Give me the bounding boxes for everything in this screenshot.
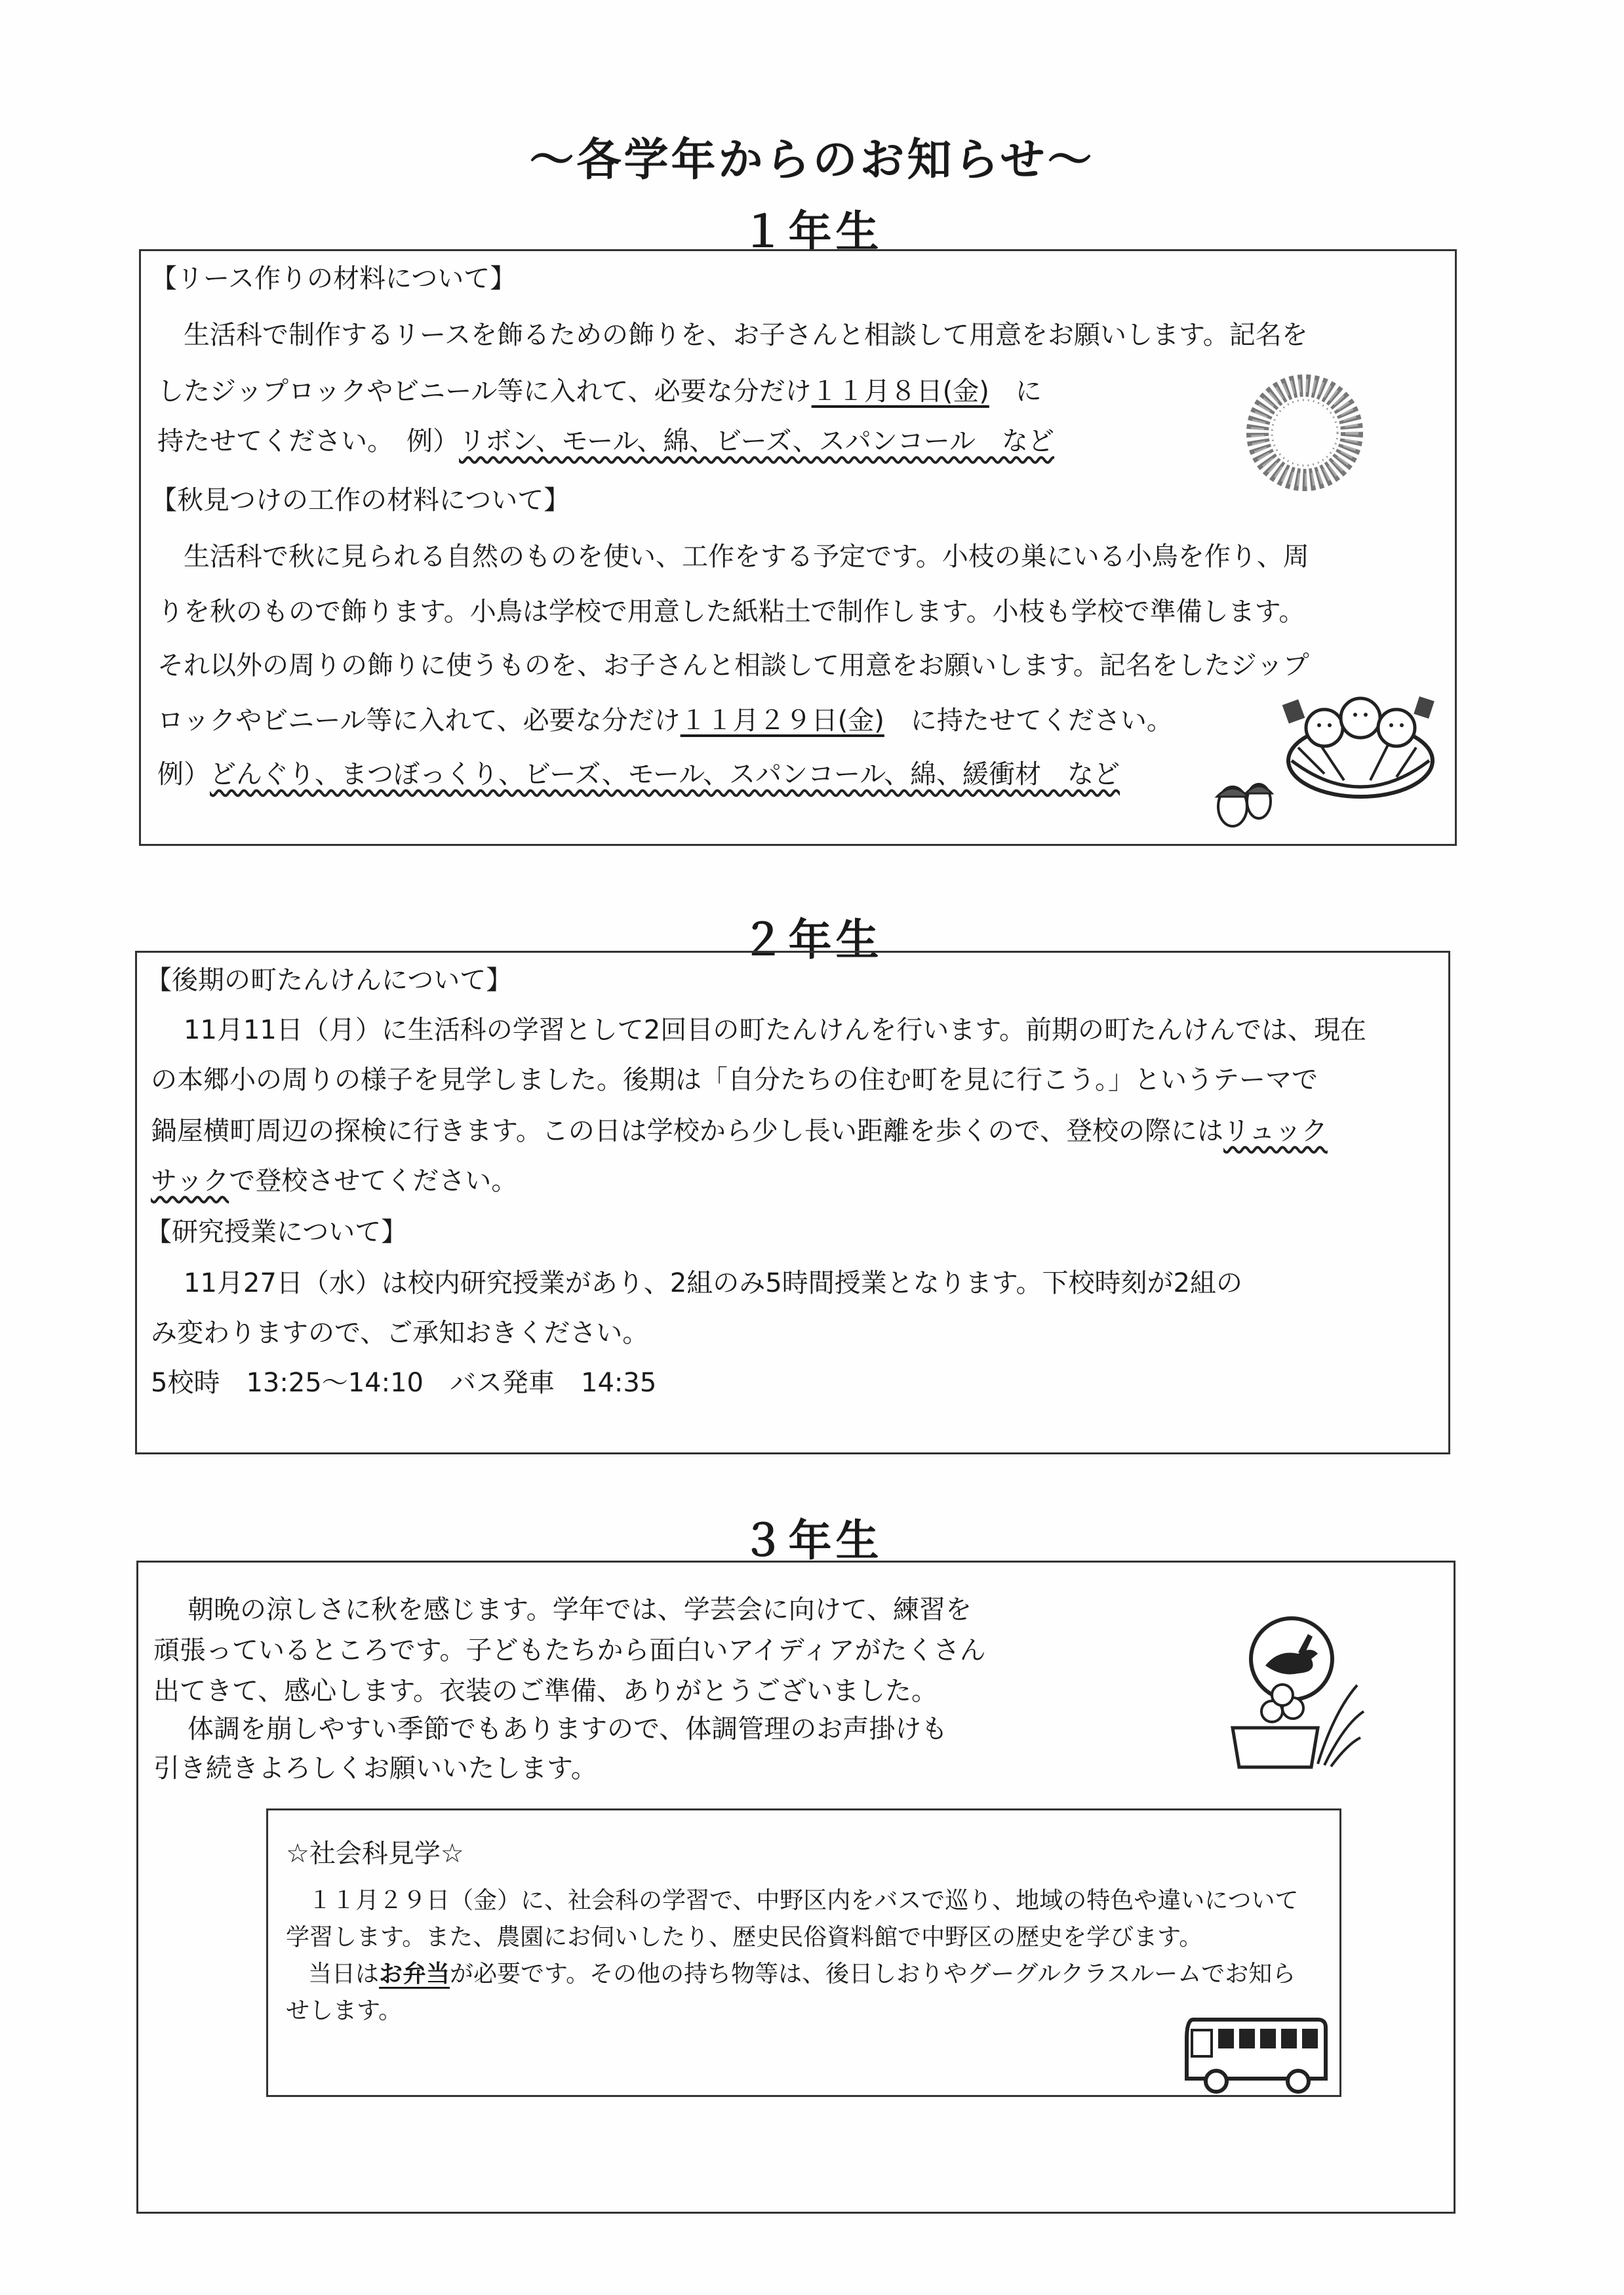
grade1-sec2-line4-end: に持たせてください。 — [910, 706, 1173, 736]
grade1-sec1-line2-end: に — [1015, 376, 1042, 407]
grade2-sec2-line1: 11月27日（水）は校内研究授業があり、2組のみ5時間授業となります。下校時刻が2組の — [184, 1268, 1242, 1298]
grade2-sec1-line4 — [151, 1154, 517, 1208]
field-trip-bento: お弁当 — [379, 1961, 450, 1987]
field-trip-line3-text: 当日は — [308, 1961, 380, 1987]
grade1-sec2-line4-text: ロックやビニール等に入れて、必要な分だけ — [157, 706, 681, 736]
grade1-title: １年生 — [741, 207, 883, 257]
grade3-line4: 体調を崩しやすい季節でもありますので、体調管理のお声掛けも — [188, 1714, 948, 1744]
grade1-sec1-items: リボン、モール、綿、ビーズ、スパンコール など — [459, 426, 1054, 456]
grade2-sec1-heading: 【後期の町たんけんについて】 — [146, 965, 513, 995]
wreath-icon — [1239, 367, 1370, 498]
grade1-sec1-line3 — [157, 414, 1054, 468]
grade2-sec2-heading: 【研究授業について】 — [146, 1217, 408, 1247]
grade2-sec1-line1: 11月11日（月）に生活科の学習として2回目の町たんけんを行います。前期の町たんけんでは、現在 — [184, 1015, 1367, 1045]
grade1-sec1-line2-text: したジップロックやビニール等に入れて、必要な分だけ — [157, 376, 812, 407]
bus-icon — [1180, 2013, 1331, 2098]
grade1-sec1-line3-text: 持たせてください。 例） — [157, 426, 459, 456]
grade1-sec2-date: １１月２９日(金) — [680, 706, 884, 736]
grade2-sec1-line2: の本郷小の周りの様子を見学しました。後期は「自分たちの住む町を見に行こう。」というテーマで — [151, 1065, 1318, 1095]
field-trip-line4: せします。 — [286, 1997, 403, 2024]
grade1-sec1-line1: 生活科で制作するリースを飾るための飾りを、お子さんと相談して用意をお願いします。記名を — [184, 320, 1308, 350]
grade2-sec2-line2: み変わりますので、ご承知おきください。 — [151, 1318, 649, 1348]
grade2-sec1-line4-text: で登校させてください。 — [229, 1166, 518, 1196]
grade3-line5: 引き続きよろしくお願いいたします。 — [153, 1753, 597, 1784]
grade1-sec2-line4 — [157, 694, 1173, 748]
grade1-sec2-line5 — [157, 748, 1120, 801]
grade2-sec1-line3-text: 鍋屋横町周辺の探検に行きます。この日は学校から少し長い距離を歩くので、登校の際には — [151, 1116, 1223, 1146]
grade1-sec2-items: どんぐり、まつぼっくり、ビーズ、モール、スパンコール、綿、緩衝材 など — [210, 759, 1120, 789]
field-trip-heading: ☆社会科見学☆ — [286, 1839, 464, 1869]
grade2-sec1-rucksack-a: リュック — [1223, 1116, 1328, 1146]
grade1-sec2-line1: 生活科で秋に見られる自然のものを使い、工作をする予定です。小枝の巣にいる小鳥を作り、周 — [184, 542, 1309, 572]
grade1-sec1-line2 — [157, 365, 1042, 418]
acorn-icon — [1206, 761, 1278, 833]
grade1-sec1-date: １１月８日(金) — [811, 376, 989, 407]
bird-nest-icon — [1285, 688, 1436, 807]
field-trip-line2: 学習します。また、農園にお伺いしたり、歴史民俗資料館で中野区の歴史を学びます。 — [286, 1924, 1203, 1951]
grade1-sec1-heading: 【リース作りの材料について】 — [151, 264, 517, 294]
grade3-line1: 朝晩の涼しさに秋を感じます。学年では、学芸会に向けて、練習を — [188, 1595, 972, 1625]
grade1-sec2-line5-text: 例） — [157, 759, 210, 789]
grade2-sec2-line3: 5校時 13:25～14:10 バス発車 14:35 — [151, 1368, 657, 1398]
field-trip-line3 — [308, 1957, 1296, 1992]
grade2-title: ２年生 — [741, 915, 883, 965]
field-trip-line1: １１月２９日（金）に、社会科の学習で、中野区内をバスで巡り、地域の特色や違いについて — [308, 1887, 1299, 1914]
grade3-line3: 出てきて、感心します。衣装のご準備、ありがとうございました。 — [153, 1676, 938, 1706]
grade2-sec1-line3 — [151, 1104, 1328, 1158]
grade1-sec2-line2: りを秋のもので飾ります。小鳥は学校で用意した紙粘土で制作します。小枝も学校で準備します。 — [157, 597, 1305, 627]
grade1-sec2-line3: それ以外の周りの飾りに使うものを、お子さんと相談して用意をお願いします。記名をしたジップ — [157, 650, 1309, 681]
field-trip-line3-end: が必要です。その他の持ち物等は、後日しおりやグーグルクラスルームでお知ら — [450, 1961, 1296, 1987]
grade3-title: ３年生 — [741, 1515, 883, 1566]
moon-rabbit-icon — [1219, 1613, 1364, 1770]
grade2-sec1-rucksack-b: サック — [151, 1166, 229, 1196]
page-title: ～各学年からのお知らせ～ — [529, 134, 1095, 186]
grade1-sec2-heading: 【秋見つけの工作の材料について】 — [151, 485, 570, 515]
grade3-line2: 頑張っているところです。子どもたちから面白いアイディアがたくさん — [153, 1635, 986, 1666]
